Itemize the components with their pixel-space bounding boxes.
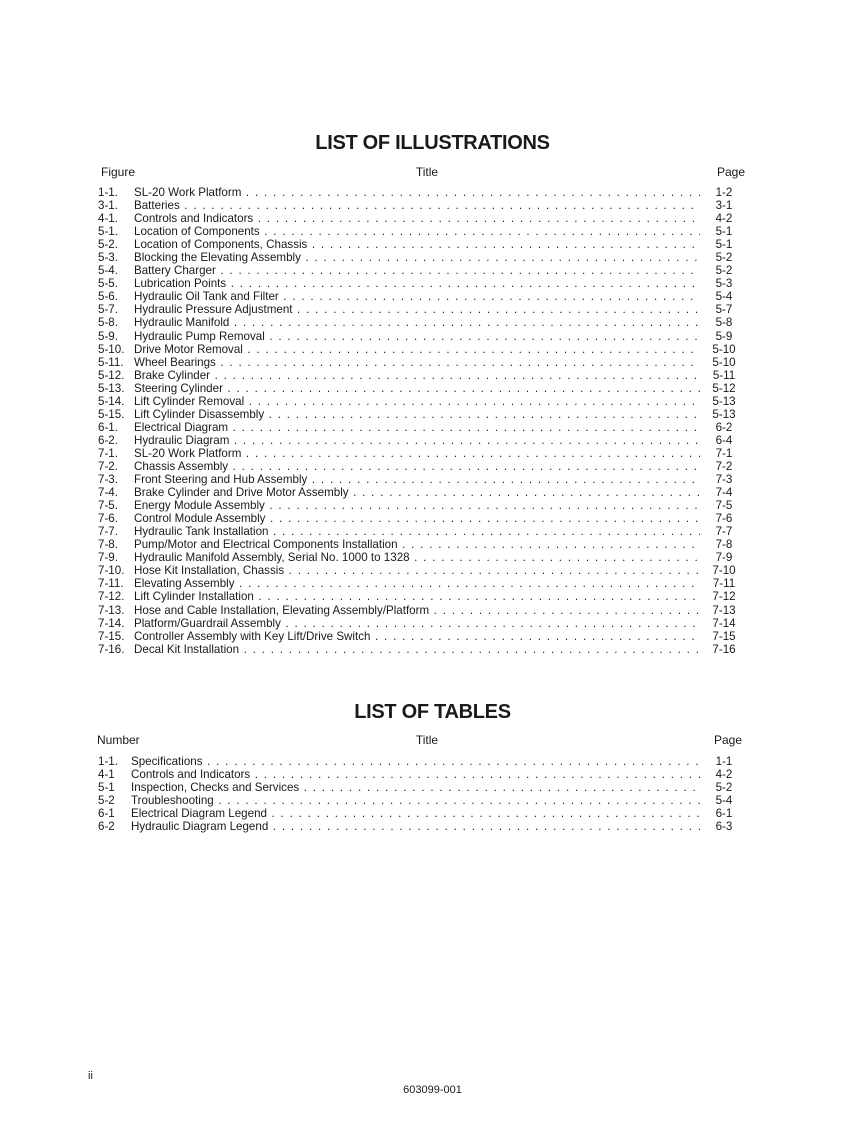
entry-page: 7-16 — [712, 642, 736, 656]
entry-page: 5-2 — [715, 251, 733, 265]
illustration-entry — [97, 590, 742, 603]
entry-number: 6-1 — [98, 807, 115, 821]
col-page-label: Page — [713, 733, 742, 747]
illustrations-list — [97, 186, 742, 656]
entry-title: Location of Components, Chassis . . . — [134, 238, 700, 251]
entry-page: 7-6 — [715, 512, 733, 526]
entry-page: 7-13 — [712, 603, 736, 617]
entry-title: Hydraulic Oil Tank and Filter . . . — [134, 290, 700, 303]
entry-number: 5-8. — [98, 316, 118, 330]
table-entry — [97, 794, 742, 807]
entry-title: Blocking the Elevating Assembly . . . — [134, 251, 700, 264]
entry-title: Wheel Bearings . . . — [134, 356, 700, 369]
entry-title: Controls and Indicators . . . — [134, 212, 700, 225]
illustration-entry — [97, 395, 742, 408]
entry-page: 7-12 — [712, 590, 736, 604]
entry-page: 7-9 — [715, 551, 733, 565]
table-entry — [97, 820, 742, 833]
entry-title: Inspection, Checks and Services . . . — [131, 781, 700, 794]
entry-title: Hydraulic Diagram Legend . . . — [131, 820, 700, 833]
entry-page: 6-1 — [715, 807, 733, 821]
entry-page: 6-3 — [715, 820, 733, 834]
entry-number: 1-1. — [98, 755, 118, 768]
entry-title: Steering Cylinder . . . — [134, 382, 700, 395]
entry-number: 5-3. — [98, 251, 118, 265]
illustration-entry — [97, 486, 742, 499]
entry-page: 7-5 — [715, 499, 733, 513]
entry-page: 5-1 — [715, 225, 733, 239]
entry-page: 7-15 — [712, 629, 736, 643]
entry-page: 7-11 — [712, 577, 736, 591]
entry-number: 5-7. — [98, 303, 118, 317]
entry-title: Hydraulic Pump Removal . . . — [134, 330, 700, 343]
illustration-entry — [97, 356, 742, 369]
entry-number: 7-7. — [98, 525, 118, 539]
illustration-entry — [97, 499, 742, 512]
illustration-entry — [97, 186, 742, 199]
entry-page: 5-9 — [715, 329, 733, 343]
entry-title: Front Steering and Hub Assembly . . . — [134, 473, 700, 486]
entry-number: 7-10. — [98, 564, 125, 578]
illustration-entry — [97, 421, 742, 434]
illustrations-title: LIST OF ILLUSTRATIONS — [315, 132, 550, 154]
entry-title: Hydraulic Pressure Adjustment . . . — [134, 303, 700, 316]
entry-number: 5-1 — [98, 781, 115, 795]
entry-title: Hose Kit Installation, Chassis . . . — [134, 564, 700, 577]
entry-page: 6-4 — [715, 433, 733, 447]
entry-title: Energy Module Assembly . . . — [134, 499, 700, 512]
entry-number: 6-2 — [98, 820, 115, 834]
illustration-entry — [97, 382, 742, 395]
entry-page: 5-11 — [712, 368, 736, 382]
entry-title: Lift Cylinder Installation . . . — [134, 590, 700, 603]
entry-page: 7-2 — [715, 459, 733, 473]
entry-number: 7-2. — [98, 459, 118, 473]
entry-number: 5-14. — [98, 394, 125, 408]
entry-number: 5-10. — [98, 342, 125, 356]
entry-number: 5-11. — [98, 355, 124, 369]
entry-page: 7-14 — [712, 616, 736, 630]
entry-page: 5-13 — [712, 407, 736, 421]
entry-title: Hydraulic Manifold Assembly, Serial No. 1000 to 1328 . . . — [134, 551, 700, 564]
entry-page: 5-8 — [715, 316, 733, 330]
entry-number: 4-1 — [98, 768, 115, 782]
col-figure-label: Figure — [101, 165, 136, 179]
entry-number: 6-1. — [98, 420, 118, 434]
table-entry — [97, 807, 742, 820]
entry-title: Electrical Diagram . . . — [134, 421, 700, 434]
entry-number: 3-1. — [98, 199, 118, 213]
entry-title: Brake Cylinder . . . — [134, 369, 700, 382]
illustration-entry — [97, 473, 742, 486]
entry-title: Troubleshooting . . . — [131, 794, 700, 807]
entry-page: 5-10 — [712, 355, 736, 369]
entry-number: 6-2. — [98, 433, 118, 447]
entry-number: 7-16. — [98, 642, 125, 656]
entry-number: 7-4. — [98, 486, 118, 500]
entry-page: 5-2 — [715, 781, 733, 795]
illustration-entry — [97, 447, 742, 460]
entry-title: Battery Charger . . . — [134, 264, 700, 277]
entry-title: Lift Cylinder Removal . . . — [134, 395, 700, 408]
entry-page: 5-1 — [715, 238, 733, 252]
illustration-entry — [97, 630, 742, 643]
illustration-entry — [97, 316, 742, 329]
entry-title: Controls and Indicators . . . — [131, 768, 700, 781]
entry-page: 7-8 — [715, 538, 733, 552]
entry-page: 5-4 — [715, 290, 733, 304]
entry-number: 7-3. — [98, 473, 118, 487]
entry-title: Hose and Cable Installation, Elevating Assembly/Platform . . . — [134, 604, 700, 617]
entry-page: 5-10 — [712, 342, 736, 356]
illustration-entry — [97, 408, 742, 421]
entry-page: 7-1 — [715, 446, 733, 460]
entry-number: 7-6. — [98, 512, 118, 526]
entry-page: 1-1 — [715, 755, 733, 768]
col-title-label: Title — [415, 165, 439, 179]
entry-number: 7-15. — [98, 629, 125, 643]
entry-number: 5-12. — [98, 368, 125, 382]
entry-number: 7-13. — [98, 603, 125, 617]
illustrations-header — [97, 165, 745, 181]
entry-title: Decal Kit Installation . . . — [134, 643, 700, 656]
illustration-entry — [97, 538, 742, 551]
entry-title: Controller Assembly with Key Lift/Drive Switch . . . — [134, 630, 700, 643]
entry-page: 5-12 — [712, 381, 736, 395]
illustration-entry — [97, 525, 742, 538]
entry-page: 5-13 — [712, 394, 736, 408]
illustration-entry — [97, 264, 742, 277]
illustration-entry — [97, 330, 742, 343]
entry-page: 5-3 — [715, 277, 733, 291]
entry-title: Platform/Guardrail Assembly . . . — [134, 617, 700, 630]
illustration-entry — [97, 577, 742, 590]
illustration-entry — [97, 434, 742, 447]
entry-title: SL-20 Work Platform . . . — [134, 447, 700, 460]
page-number: ii — [88, 1070, 93, 1082]
entry-page: 5-2 — [715, 264, 733, 278]
entry-title: Electrical Diagram Legend . . . — [131, 807, 700, 820]
entry-title: Elevating Assembly . . . — [134, 577, 700, 590]
entry-number: 5-1. — [98, 225, 118, 239]
entry-number: 5-2 — [98, 794, 115, 808]
entry-number: 7-14. — [98, 616, 125, 630]
illustration-entry — [97, 369, 742, 382]
entry-page: 7-3 — [715, 473, 733, 487]
entry-title: SL-20 Work Platform . . . — [134, 186, 700, 199]
entry-title: Lift Cylinder Disassembly . . . — [134, 408, 700, 421]
table-entry — [97, 768, 742, 781]
entry-title: Location of Components . . . — [134, 225, 700, 238]
illustration-entry — [97, 604, 742, 617]
tables-header — [97, 733, 745, 749]
entry-page: 6-2 — [715, 420, 733, 434]
illustration-entry — [97, 617, 742, 630]
tables-list — [97, 755, 742, 833]
entry-title: Hydraulic Diagram . . . — [134, 434, 700, 447]
entry-number: 5-9. — [98, 329, 118, 343]
illustration-entry — [97, 303, 742, 316]
tables-title: LIST OF TABLES — [354, 701, 511, 723]
document-number: 603099-001 — [403, 1084, 462, 1096]
illustration-entry — [97, 460, 742, 473]
illustration-entry — [97, 564, 742, 577]
illustration-entry — [97, 238, 742, 251]
illustration-entry — [97, 251, 742, 264]
entry-title: Brake Cylinder and Drive Motor Assembly . . . — [134, 486, 700, 499]
illustration-entry — [97, 199, 742, 212]
entry-page: 7-4 — [715, 486, 733, 500]
entry-page: 4-2 — [715, 768, 733, 782]
entry-page: 4-2 — [715, 212, 733, 226]
entry-number: 7-8. — [98, 538, 118, 552]
entry-title: Specifications . . . — [131, 755, 700, 768]
entry-page: 7-7 — [715, 525, 733, 539]
entry-title: Chassis Assembly . . . — [134, 460, 700, 473]
entry-number: 7-1. — [98, 446, 118, 460]
illustration-entry — [97, 277, 742, 290]
entry-title: Batteries . . . — [134, 199, 700, 212]
entry-number: 7-12. — [98, 590, 125, 604]
entry-number: 5-5. — [98, 277, 118, 291]
illustration-entry — [97, 212, 742, 225]
entry-title: Control Module Assembly . . . — [134, 512, 700, 525]
entry-number: 5-4. — [98, 264, 118, 278]
entry-title: Lubrication Points . . . — [134, 277, 700, 290]
entry-number: 7-5. — [98, 499, 118, 513]
entry-page: 3-1 — [715, 199, 733, 213]
entry-number: 4-1. — [98, 212, 118, 226]
entry-title: Pump/Motor and Electrical Components Installation . . . — [134, 538, 700, 551]
illustration-entry — [97, 512, 742, 525]
table-entry — [97, 781, 742, 794]
illustration-entry — [97, 225, 742, 238]
entry-page: 7-10 — [712, 564, 736, 578]
entry-number: 5-2. — [98, 238, 118, 252]
entry-number: 1-1. — [98, 186, 118, 199]
col-number-label: Number — [97, 733, 140, 747]
entry-title: Drive Motor Removal . . . — [134, 343, 700, 356]
entry-title: Hydraulic Manifold . . . — [134, 316, 700, 329]
entry-title: Hydraulic Tank Installation . . . — [134, 525, 700, 538]
entry-page: 5-4 — [715, 794, 733, 808]
col-page-label: Page — [716, 165, 745, 179]
entry-page: 5-7 — [715, 303, 733, 317]
entry-number: 7-9. — [98, 551, 118, 565]
entry-number: 7-11. — [98, 577, 124, 591]
entry-number: 5-13. — [98, 381, 125, 395]
entry-page: 1-2 — [715, 186, 733, 199]
col-title-label: Title — [415, 733, 439, 747]
illustration-entry — [97, 290, 742, 303]
table-entry — [97, 755, 742, 768]
illustration-entry — [97, 343, 742, 356]
entry-number: 5-15. — [98, 407, 125, 421]
illustration-entry — [97, 643, 742, 656]
illustration-entry — [97, 551, 742, 564]
entry-number: 5-6. — [98, 290, 118, 304]
